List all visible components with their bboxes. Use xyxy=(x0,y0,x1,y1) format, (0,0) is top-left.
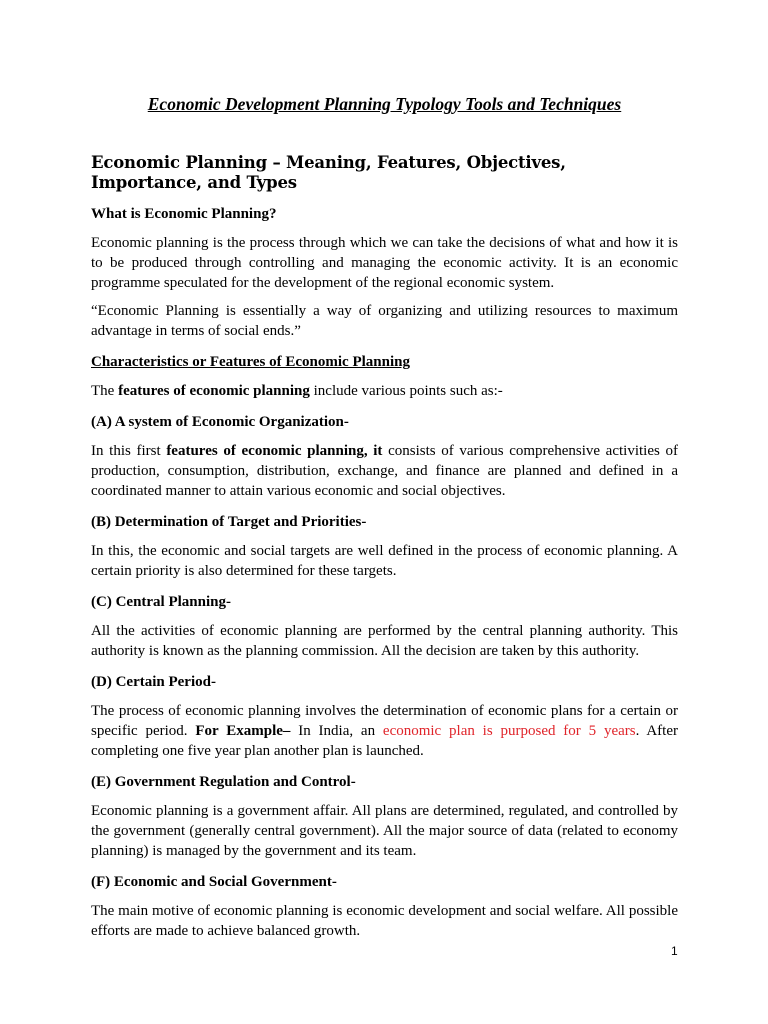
quote-paragraph: “Economic Planning is essentially a way of organizing and utilizing resources to maximum advantage in terms of social ends.” xyxy=(91,303,678,339)
page-content xyxy=(91,94,678,941)
section-heading-what-is: What is Economic Planning? xyxy=(91,206,277,222)
paragraph-b: In this, the economic and social targets are well defined in the process of economic planning. A certain priority is also determined for these targets. xyxy=(91,543,678,579)
section-heading-a: (A) A system of Economic Organization- xyxy=(91,414,349,430)
page-number: 1 xyxy=(671,944,678,958)
main-heading: Economic Planning – Meaning, Features, Objectives, Importance, and Types xyxy=(91,153,566,192)
paragraph-a-text-end: consists of various comprehensive activities of production, consumption, distribution, exchange, and finance are planned and defined in a coordinated manner to attain various economic and social objectives. xyxy=(91,443,678,499)
paragraph-a-text: In this first xyxy=(91,443,167,459)
section-heading-c: (C) Central Planning- xyxy=(91,594,231,610)
paragraph-f: The main motive of economic planning is economic development and social welfare. All possible efforts are made to achieve balanced growth. xyxy=(91,903,678,939)
paragraph-d xyxy=(91,701,678,761)
paragraph-e: Economic planning is a government affair. All plans are determined, regulated, and controlled by the government (generally central government). All the major source of data (related to economy planning) is managed by the government and its team. xyxy=(91,803,678,859)
paragraph-c: All the activities of economic planning are performed by the central planning authority. This authority is known as the planning commission. All the decision are taken by this authority. xyxy=(91,623,678,659)
paragraph-d-text-end: . After completing one five year plan another plan is launched. xyxy=(91,723,678,759)
paragraph-a xyxy=(91,441,678,501)
intro-text: The xyxy=(91,383,119,399)
intro-bold-text: features of economic planning xyxy=(118,383,310,399)
paragraph-d-mid: In India, an xyxy=(290,723,383,739)
paragraph-characteristics-intro xyxy=(91,381,678,401)
paragraph-d-text: The process of economic planning involves the determination of economic plans for a certain or specific period. xyxy=(91,703,678,739)
section-heading-b: (B) Determination of Target and Priorities- xyxy=(91,514,367,530)
highlighted-link-text[interactable]: economic plan is purposed for 5 years xyxy=(382,723,636,739)
for-example-label: For Example– xyxy=(195,723,291,739)
section-heading-characteristics: Characteristics or Features of Economic Planning xyxy=(91,354,410,370)
paragraph-a-bold: features of economic planning, it xyxy=(166,443,383,459)
section-heading-f: (F) Economic and Social Government- xyxy=(91,874,337,890)
document-title: Economic Development Planning Typology Tools and Techniques xyxy=(147,94,622,114)
section-heading-e: (E) Government Regulation and Control- xyxy=(91,774,356,790)
intro-text-end: include various points such as:- xyxy=(309,383,503,399)
paragraph-what-is: Economic planning is the process through which we can take the decisions of what and how it is to be produced through controlling and managing the economic activity. It is an economic programme speculated for the development of the regional economic system. xyxy=(91,235,678,291)
section-heading-d: (D) Certain Period- xyxy=(91,674,216,690)
